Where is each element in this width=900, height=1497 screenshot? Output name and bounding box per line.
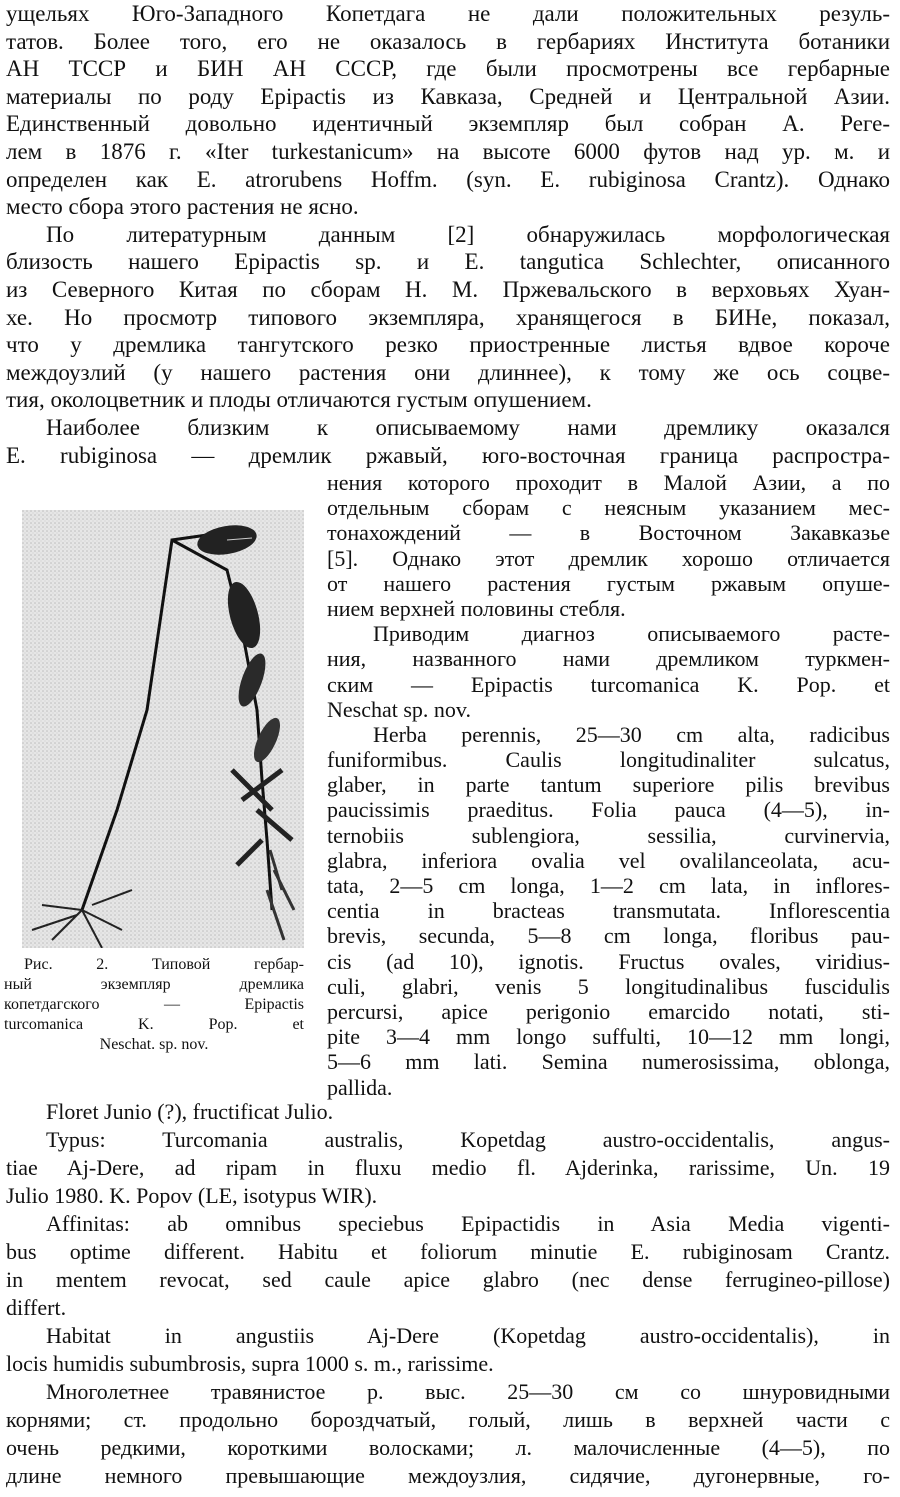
text-line: близость нашего Epipactis sp. и E. tangutica Schlechter, описанного — [6, 249, 890, 275]
text-line: Affinitas: ab omnibus speciebus Epipactidis in Asia Media vigenti- — [46, 1211, 890, 1236]
text-line: тия, околоцветник и плоды отличаются густым опушением. — [6, 387, 592, 413]
text-line: ущельях Юго-Западного Копетдага не дали положительных резуль- — [6, 1, 890, 26]
text-line: АН ТССР и БИН АН СССР, где были просмотрены все гербарные — [6, 56, 890, 82]
text-line: определен как E. atrorubens Hoffm. (syn. E. rubiginosa Crantz). Однако — [6, 166, 890, 192]
caption-line: ный экземпляр дремлика — [4, 976, 304, 993]
text-line: glabra, inferiora ovalia vel ovalilanceolata, acu- — [327, 847, 890, 873]
text-line: материалы по роду Epipactis из Кавказа, Средней и Центральной Азии. — [6, 83, 890, 109]
text-line: что у дремлика тангутского резко приостренные листья вдвое короче — [6, 332, 890, 358]
caption-line: копетдагского — Epipactis — [4, 996, 304, 1013]
text-line: ния, названного нами дремликом туркмен- — [327, 646, 890, 672]
text-line: funiformibus. Caulis longitudinaliter sulcatus, — [327, 747, 890, 773]
text-line: отдельным сборам с неясным указанием мес- — [327, 495, 890, 521]
text-line: татов. Более того, его не оказалось в гербариях Института ботаники — [6, 28, 890, 54]
text-line: длине немного превышающие междоузлия, сидячие, дугонервные, го- — [6, 1463, 890, 1488]
text-line: pallida. — [327, 1074, 393, 1100]
text-line: междоузлий (у нашего растения они длиннее), к тому же ось соцве- — [6, 359, 890, 385]
text-line: centia in bracteas transmutata. Inflorescentia — [327, 898, 890, 924]
text-line: locis humidis subumbrosis, supra 1000 s. m., rarissime. — [6, 1351, 494, 1376]
text-line: tiae Aj-Dere, ad ripam in fluxu medio fl. Ajderinka, rarissime, Un. 19 — [6, 1155, 890, 1180]
caption-line: turcomanica K. Pop. et — [4, 1016, 304, 1033]
text-line: Многолетнее травянистое р. выс. 25—30 см со шнуровидными — [46, 1379, 890, 1404]
text-line: Floret Junio (?), fructificat Julio. — [46, 1099, 334, 1124]
right-column-text — [327, 470, 890, 1100]
caption-line: Рис. 2. Типовой гербар- — [24, 956, 304, 973]
bottom-text-block — [6, 1098, 890, 1490]
top-text-block — [6, 0, 890, 469]
text-line: Единственный довольно идентичный экземпляр был собран А. Реге- — [6, 111, 890, 137]
text-line: нения которого проходит в Малой Азии, а по — [327, 470, 890, 495]
text-line: paucissimis praeditus. Folia pauca (4—5), in- — [327, 797, 890, 823]
text-line: differt. — [6, 1295, 67, 1320]
text-line: очень редкими, короткими волосками; л. малочисленные (4—5), по — [6, 1435, 890, 1460]
text-line: cis (ad 10), ignotis. Fructus ovales, viridius- — [327, 948, 890, 974]
text-line: in mentem revocat, sed caule apice glabro (nec dense ferrugineo-pillose) — [6, 1267, 890, 1292]
text-line: percursi, apice perigonio emarcido notati, sti- — [327, 998, 890, 1024]
text-line: ternobiis sublengiora, sessilia, curvinervia, — [327, 822, 890, 848]
text-line: корнями; ст. продольно бороздчатый, голый, лишь в верхней части с — [6, 1407, 890, 1432]
text-line: culi, glabri, venis 5 longitudinalibus fuscidulis — [327, 973, 890, 999]
text-line: pite 3—4 mm longo suffulti, 10—12 mm longi, — [327, 1024, 890, 1050]
text-line: тонахождений — в Восточном Закавказье — [327, 520, 890, 546]
text-line: место сбора этого растения не ясно. — [6, 194, 359, 220]
caption-line: Neschat. sp. nov. — [99, 1036, 209, 1053]
text-line: Habitat in angustiis Aj-Dere (Kopetdag austro-occidentalis), in — [46, 1323, 890, 1348]
text-line: хе. Но просмотр типового экземпляра, хранящегося в БИНе, показал, — [6, 304, 890, 330]
text-line: лем в 1876 г. «Iter turkestanicum» на высоте 6000 футов над ур. м. и — [6, 138, 890, 164]
plant-illustration — [22, 510, 304, 948]
text-line: brevis, secunda, 5—8 cm longa, floribus pau- — [327, 923, 890, 949]
text-line: нием верхней половины стебля. — [327, 595, 626, 621]
text-line: Наиболее близким к описываемому нами дремлику оказался — [46, 414, 890, 440]
figure-caption — [4, 955, 304, 1055]
text-line: 5—6 mm lati. Semina numerosissima, oblonga, — [327, 1049, 890, 1075]
text-line: Neschat sp. nov. — [327, 696, 471, 722]
text-line: [5]. Однако этот дремлик хорошо отличается — [327, 545, 890, 571]
text-line: Herba perennis, 25—30 cm alta, radicibus — [373, 721, 890, 747]
text-line: от нашего растения густым ржавым опуше- — [327, 570, 890, 596]
text-line: Приводим диагноз описываемого расте- — [373, 621, 890, 647]
text-line: По литературным данным [2] обнаружилась морфологическая — [46, 221, 890, 247]
text-line: bus optime different. Habitu et foliorum minutie E. rubiginosam Crantz. — [6, 1239, 890, 1264]
text-line: из Северного Китая по сборам Н. М. Пржевальского в верховьях Хуан- — [6, 276, 890, 302]
text-line: glaber, in parte tantum superiore pilis brevibus — [327, 772, 890, 798]
herbarium-specimen-figure — [22, 510, 304, 948]
text-line: tata, 2—5 cm longa, 1—2 cm lata, in inflores- — [327, 873, 890, 898]
text-line: ским — Epipactis turcomanica K. Pop. et — [327, 671, 890, 697]
text-line: Julio 1980. K. Popov (LE, isotypus WIR). — [6, 1183, 378, 1208]
text-line: Typus: Turcomania australis, Kopetdag austro-occidentalis, angus- — [46, 1127, 890, 1152]
text-line: E. rubiginosa — дремлик ржавый, юго-восточная граница распростра- — [6, 442, 890, 468]
